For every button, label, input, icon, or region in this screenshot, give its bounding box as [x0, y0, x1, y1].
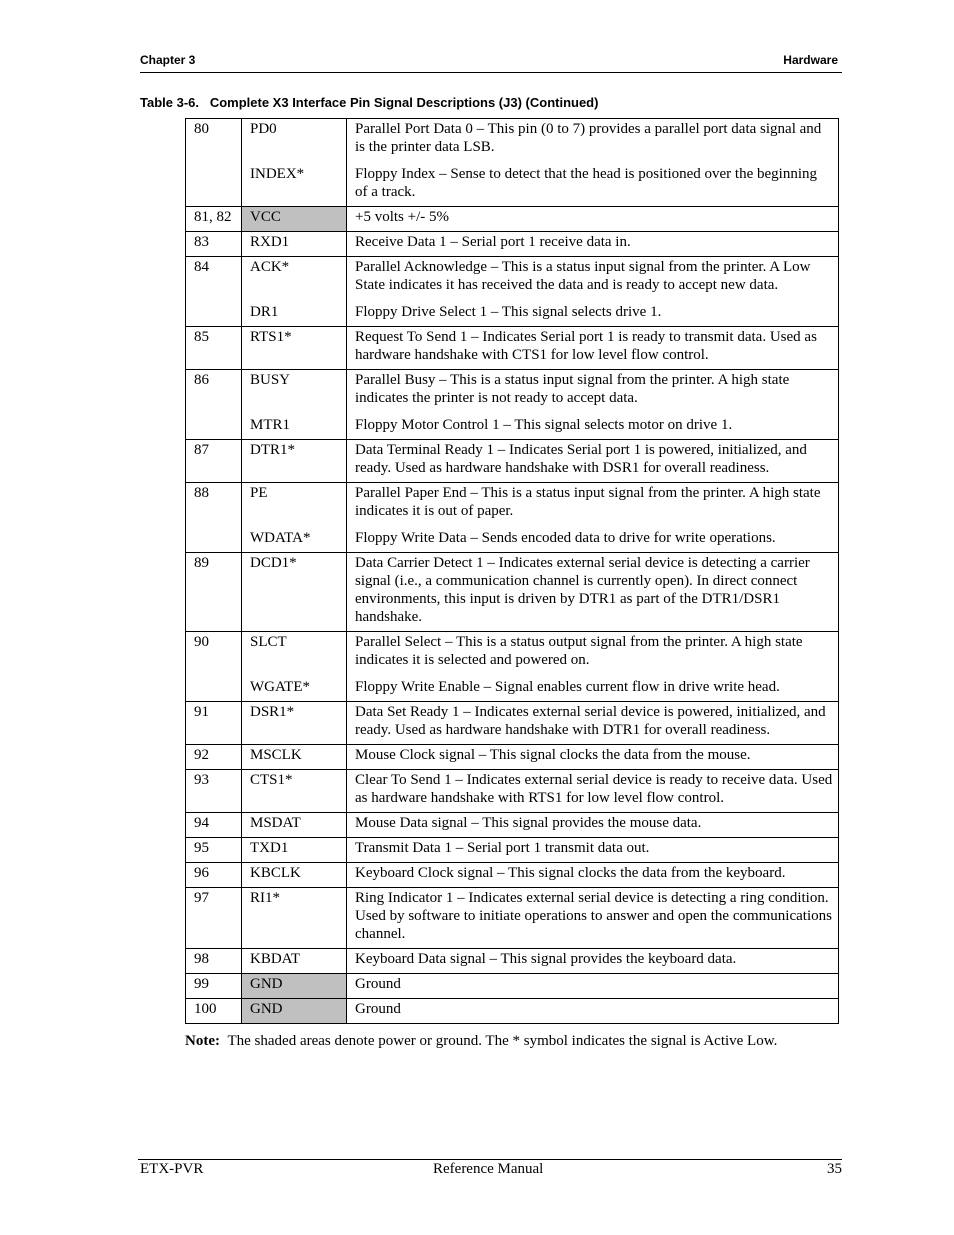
signal-cell	[242, 632, 347, 702]
table-row	[186, 999, 839, 1024]
signal-description: Keyboard Clock signal – This signal clocks the data from the keyboard.	[355, 865, 786, 881]
signal-cell	[242, 949, 347, 974]
entry-spacer	[250, 407, 341, 416]
entry-spacer	[355, 156, 833, 165]
note-label: Note:	[185, 1033, 220, 1049]
signal-name: BUSY	[250, 372, 291, 388]
signal-description: Parallel Paper End – This is a status input signal from the printer. A high state indicates it is out of paper.	[355, 485, 821, 519]
signal-name: GND	[250, 1001, 283, 1017]
signal-description: Ground	[355, 976, 401, 992]
signal-description: Data Carrier Detect 1 – Indicates external serial device is detecting a carrier signal (i.e., a communication channel is currently open). In direct connect environments, this input is driven by DTR1 as part of the DTR1/DSR1 handshake.	[355, 555, 810, 625]
pin-table-body	[186, 119, 839, 1024]
signal-cell	[242, 974, 347, 999]
signal-name: PD0	[250, 121, 277, 137]
description-cell	[347, 770, 839, 813]
signal-description: Transmit Data 1 – Serial port 1 transmit data out.	[355, 840, 650, 856]
footer-title: Reference Manual	[433, 1161, 544, 1177]
signal-description: Mouse Data signal – This signal provides the mouse data.	[355, 815, 702, 831]
signal-description: Ground	[355, 1001, 401, 1017]
entry-spacer	[355, 407, 833, 416]
signal-name: SLCT	[250, 634, 287, 650]
description-cell	[347, 745, 839, 770]
signal-cell	[242, 327, 347, 370]
pin-number: 87	[186, 440, 242, 483]
section-label: Hardware	[783, 53, 838, 67]
signal-description: Parallel Busy – This is a status input signal from the printer. A high state indicates the printer is not ready to accept data.	[355, 372, 790, 406]
page-number: 35	[827, 1161, 842, 1177]
page-header	[140, 52, 842, 73]
signal-cell	[242, 745, 347, 770]
pin-signal-table	[185, 118, 839, 1024]
description-cell	[347, 888, 839, 949]
pin-number: 90	[186, 632, 242, 702]
signal-cell	[242, 838, 347, 863]
description-cell	[347, 232, 839, 257]
signal-cell	[242, 257, 347, 327]
pin-number: 94	[186, 813, 242, 838]
signal-name: CTS1*	[250, 772, 293, 788]
signal-description: Parallel Select – This is a status output signal from the printer. A high state indicates it is selected and powered on.	[355, 634, 803, 668]
table-row	[186, 632, 839, 702]
signal-name: WGATE*	[250, 679, 310, 695]
description-cell	[347, 974, 839, 999]
table-row	[186, 207, 839, 232]
table-row	[186, 483, 839, 553]
pin-number: 84	[186, 257, 242, 327]
table-row	[186, 949, 839, 974]
description-cell	[347, 813, 839, 838]
pin-number: 93	[186, 770, 242, 813]
description-cell	[347, 483, 839, 553]
pin-number: 92	[186, 745, 242, 770]
signal-cell	[242, 888, 347, 949]
table-row	[186, 257, 839, 327]
signal-cell	[242, 863, 347, 888]
description-cell	[347, 553, 839, 632]
signal-description: Data Set Ready 1 – Indicates external serial device is powered, initialized, and ready. Used as hardware handshake with DTR1 for overall readiness.	[355, 704, 826, 738]
signal-cell	[242, 440, 347, 483]
pin-number: 100	[186, 999, 242, 1024]
signal-description: Floppy Write Enable – Signal enables current flow in drive write head.	[355, 679, 780, 695]
entry-spacer	[250, 669, 341, 678]
signal-cell	[242, 232, 347, 257]
pin-number: 83	[186, 232, 242, 257]
description-cell	[347, 327, 839, 370]
entry-spacer	[355, 294, 833, 303]
pin-number: 95	[186, 838, 242, 863]
chapter-label: Chapter 3	[140, 53, 196, 67]
pin-number: 99	[186, 974, 242, 999]
note-text: The shaded areas denote power or ground. The * symbol indicates the signal is Active Low.	[227, 1033, 778, 1049]
description-cell	[347, 838, 839, 863]
pin-number: 96	[186, 863, 242, 888]
description-cell	[347, 702, 839, 745]
pin-number: 86	[186, 370, 242, 440]
signal-name: VCC	[250, 209, 281, 225]
signal-name: MTR1	[250, 417, 291, 433]
table-row	[186, 119, 839, 207]
description-cell	[347, 632, 839, 702]
entry-spacer	[250, 294, 341, 303]
pin-number: 85	[186, 327, 242, 370]
signal-description: Request To Send 1 – Indicates Serial port 1 is ready to transmit data. Used as hardware handshake with CTS1 for low level flow control.	[355, 329, 817, 363]
pin-number: 89	[186, 553, 242, 632]
table-row	[186, 770, 839, 813]
description-cell	[347, 999, 839, 1024]
signal-name: ACK*	[250, 259, 290, 275]
signal-name: DCD1*	[250, 555, 297, 571]
signal-name: GND	[250, 976, 283, 992]
table-row	[186, 863, 839, 888]
table-caption: Table 3-6. Complete X3 Interface Pin Signal Descriptions (J3) (Continued)	[140, 95, 599, 110]
signal-description: Mouse Clock signal – This signal clocks the data from the mouse.	[355, 747, 751, 763]
table-note	[185, 1033, 777, 1050]
signal-cell	[242, 553, 347, 632]
entry-spacer	[355, 669, 833, 678]
signal-description: Data Terminal Ready 1 – Indicates Serial port 1 is powered, initialized, and ready. Used as hardware handshake with DSR1 for overall readiness.	[355, 442, 807, 476]
signal-cell	[242, 483, 347, 553]
pin-number: 97	[186, 888, 242, 949]
signal-description: Parallel Port Data 0 – This pin (0 to 7) provides a parallel port data signal and is the printer data LSB.	[355, 121, 822, 155]
signal-cell	[242, 119, 347, 207]
signal-description: Ring Indicator 1 – Indicates external serial device is detecting a ring condition. Used by software to initiate operations to answer and open the communications channel.	[355, 890, 832, 942]
table-row	[186, 440, 839, 483]
signal-name: RI1*	[250, 890, 280, 906]
entry-spacer	[355, 520, 833, 529]
description-cell	[347, 257, 839, 327]
signal-name: DR1	[250, 304, 279, 320]
entry-spacer	[250, 520, 341, 529]
signal-name: PE	[250, 485, 268, 501]
signal-name: MSCLK	[250, 747, 302, 763]
pin-number: 98	[186, 949, 242, 974]
page-footer	[138, 1159, 842, 1177]
signal-name: INDEX*	[250, 166, 305, 182]
signal-description: Floppy Index – Sense to detect that the head is positioned over the beginning of a track.	[355, 166, 817, 200]
signal-description: +5 volts +/- 5%	[355, 209, 449, 225]
signal-description: Parallel Acknowledge – This is a status input signal from the printer. A Low State indicates it has received the data and is ready to accept new data.	[355, 259, 811, 293]
description-cell	[347, 207, 839, 232]
table-row	[186, 553, 839, 632]
description-cell	[347, 440, 839, 483]
signal-cell	[242, 207, 347, 232]
table-row	[186, 370, 839, 440]
signal-name: KBDAT	[250, 951, 301, 967]
signal-cell	[242, 370, 347, 440]
pin-number: 88	[186, 483, 242, 553]
description-cell	[347, 370, 839, 440]
signal-name: DSR1*	[250, 704, 295, 720]
pin-number: 91	[186, 702, 242, 745]
signal-cell	[242, 770, 347, 813]
signal-name: MSDAT	[250, 815, 301, 831]
description-cell	[347, 119, 839, 207]
signal-name: KBCLK	[250, 865, 301, 881]
entry-spacer	[250, 156, 341, 165]
table-row	[186, 838, 839, 863]
table-row	[186, 327, 839, 370]
table-row	[186, 813, 839, 838]
table-row	[186, 232, 839, 257]
signal-description: Receive Data 1 – Serial port 1 receive data in.	[355, 234, 631, 250]
signal-name: RTS1*	[250, 329, 292, 345]
description-cell	[347, 949, 839, 974]
signal-description: Floppy Write Data – Sends encoded data to drive for write operations.	[355, 530, 776, 546]
signal-cell	[242, 813, 347, 838]
table-row	[186, 888, 839, 949]
signal-cell	[242, 999, 347, 1024]
signal-cell	[242, 702, 347, 745]
signal-name: RXD1	[250, 234, 290, 250]
signal-name: WDATA*	[250, 530, 311, 546]
table-row	[186, 745, 839, 770]
table-row	[186, 974, 839, 999]
footer-product: ETX-PVR	[140, 1161, 204, 1177]
signal-description: Keyboard Data signal – This signal provides the keyboard data.	[355, 951, 737, 967]
pin-number: 80	[186, 119, 242, 207]
signal-description: Clear To Send 1 – Indicates external serial device is ready to receive data. Used as hardware handshake with RTS1 for low level flow control.	[355, 772, 833, 806]
description-cell	[347, 863, 839, 888]
pin-number: 81, 82	[186, 207, 242, 232]
signal-name: TXD1	[250, 840, 289, 856]
signal-description: Floppy Motor Control 1 – This signal selects motor on drive 1.	[355, 417, 733, 433]
signal-name: DTR1*	[250, 442, 295, 458]
signal-description: Floppy Drive Select 1 – This signal selects drive 1.	[355, 304, 662, 320]
table-row	[186, 702, 839, 745]
